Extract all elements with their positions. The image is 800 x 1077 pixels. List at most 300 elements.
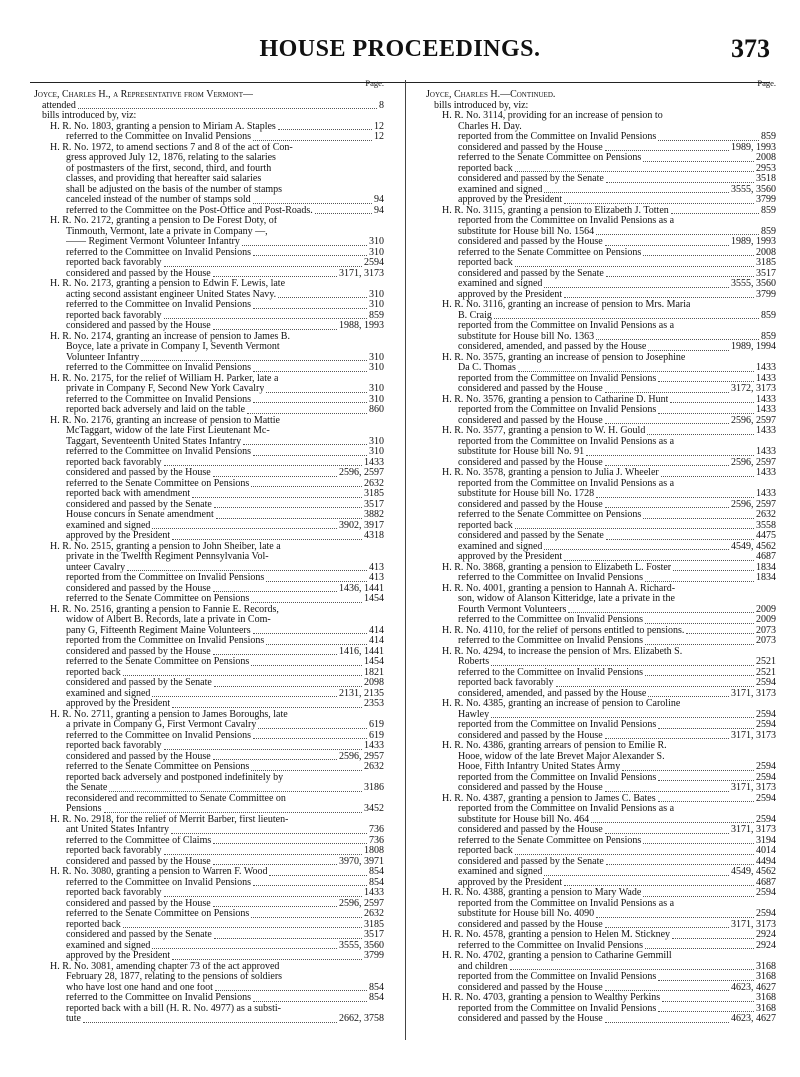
entry-text: approved by the President <box>66 699 171 709</box>
page-reference: 3168 <box>756 961 776 972</box>
entry-text: substitute for House bill No. 1564 <box>458 226 595 237</box>
page-reference: 2662, 3758 <box>339 1014 384 1024</box>
bill-entry <box>426 426 776 437</box>
page-reference: 854 <box>369 877 384 888</box>
page-reference: 2596, 2597 <box>731 457 776 468</box>
entry-text: H. R. No. 4386, granting arrears of pension to Emilie R. <box>442 741 667 751</box>
page-reference: 310 <box>369 363 384 373</box>
page-reference: 1988, 1993 <box>339 321 384 331</box>
entry-text: referred to the Senate Committee on Pensions <box>66 657 250 667</box>
bill-entry <box>426 626 776 637</box>
index-line <box>426 920 776 931</box>
leader-dots <box>670 402 754 403</box>
leader-dots <box>253 402 367 403</box>
leader-dots <box>645 948 754 949</box>
leader-dots <box>215 990 367 991</box>
entry-text: referred to the Committee on Invalid Pensions <box>458 615 643 625</box>
entry-text: H. R. No. 2515, granting a pension to John Sheiber, late a <box>50 541 281 552</box>
entry-text: examined and signed <box>66 940 151 951</box>
index-line <box>34 468 384 479</box>
page-reference: 310 <box>369 247 384 258</box>
entry-text: private in the Twelfth Regiment Pennsylvania Vol- <box>66 552 269 562</box>
leader-dots <box>648 350 729 351</box>
entry-text: Boyce, late a private in Company I, Seventh Vermont <box>66 342 280 352</box>
leader-dots <box>658 1011 754 1012</box>
index-line <box>34 363 384 374</box>
leader-dots <box>164 318 367 319</box>
index-line <box>34 405 384 416</box>
entry-text: H. R. No. 3577, granting a pension to W. H. Gould <box>442 426 646 436</box>
index-line <box>426 143 776 154</box>
leader-dots <box>605 927 729 928</box>
index-line <box>426 1004 776 1015</box>
entry-text: reported from the Committee on Invalid Pensions as a <box>458 321 675 331</box>
index-line <box>34 437 384 448</box>
index-line <box>34 153 384 164</box>
index-line <box>34 510 384 521</box>
index-line <box>426 437 776 448</box>
page-reference: 3799 <box>756 195 776 205</box>
leader-dots <box>658 801 754 802</box>
page-reference: 3168 <box>756 993 776 1003</box>
page-reference: 3518 <box>756 174 776 184</box>
page-reference: 3168 <box>756 1003 776 1014</box>
page-reference: 2924 <box>756 930 776 940</box>
page-reference: 3171, 3173 <box>731 919 776 930</box>
bill-entry <box>34 216 384 227</box>
leader-dots <box>214 938 362 939</box>
index-line <box>426 458 776 469</box>
leader-dots <box>591 822 754 823</box>
leader-dots <box>213 591 337 592</box>
index-line <box>34 731 384 742</box>
leader-dots <box>658 780 754 781</box>
page-reference: 3517 <box>364 930 384 940</box>
index-line <box>34 458 384 469</box>
index-line <box>426 878 776 889</box>
index-line <box>34 699 384 710</box>
index-line <box>426 783 776 794</box>
entry-text: H. R. No. 3080, granting a pension to Warren F. Wood <box>50 867 268 877</box>
index-line <box>426 573 776 584</box>
entry-text: reported from the Committee on Invalid Pensions <box>458 1003 657 1014</box>
entry-text: substitute for House bill No. 464 <box>458 814 590 825</box>
index-line <box>34 888 384 899</box>
entry-text: considered and passed by the Senate <box>458 856 604 867</box>
leader-dots <box>586 455 754 456</box>
index-line <box>426 720 776 731</box>
page-reference: 12 <box>374 121 384 132</box>
index-line <box>426 804 776 815</box>
index-line <box>34 353 384 364</box>
page-reference: 1989, 1993 <box>731 142 776 153</box>
entry-text: referred to the Committee of Claims <box>66 835 212 846</box>
page-reference: 310 <box>369 394 384 405</box>
leader-dots <box>278 297 367 298</box>
entry-text: —— Regiment Vermont Volunteer Infantry <box>66 237 240 247</box>
entry-text: reported from the Committee on Invalid Pensions as a <box>458 478 675 489</box>
index-line <box>426 174 776 185</box>
leader-dots <box>605 150 729 151</box>
entry-text: examined and signed <box>458 184 543 195</box>
page-reference: 619 <box>369 720 384 730</box>
leader-dots <box>164 465 362 466</box>
leader-dots <box>643 255 754 256</box>
entry-text: substitute for House bill No. 1363 <box>458 331 595 342</box>
page-reference: 1433 <box>364 888 384 898</box>
leader-dots <box>673 570 754 571</box>
leader-dots <box>606 864 754 865</box>
index-line <box>34 227 384 238</box>
index-line <box>34 1004 384 1015</box>
page-reference: 310 <box>369 300 384 310</box>
index-line <box>34 185 384 196</box>
index-line <box>426 731 776 742</box>
entry-text: reported back favorably <box>66 888 162 898</box>
bill-entry <box>34 542 384 553</box>
leader-dots <box>564 203 754 204</box>
index-line <box>426 594 776 605</box>
entry-text: H. R. No. 2172, granting a pension to De Forest Doty, of <box>50 216 278 226</box>
entry-text: considered and passed by the House <box>458 783 603 793</box>
entry-text: referred to the Senate Committee on Pensions <box>66 762 250 772</box>
leader-dots <box>251 665 362 666</box>
leader-dots <box>251 770 362 771</box>
entry-text: referred to the Committee on Invalid Pensions <box>458 940 643 951</box>
entry-text: reported back favorably <box>66 846 162 856</box>
entry-text: referred to the Senate Committee on Pensions <box>66 478 250 489</box>
page-reference: 1989, 1994 <box>731 342 776 352</box>
entry-text: referred to the Committee on Invalid Pensions <box>66 447 251 457</box>
page-reference: 2131, 2135 <box>339 688 384 699</box>
leader-dots <box>686 633 754 634</box>
entry-text: referred to the Senate Committee on Pensions <box>458 835 642 846</box>
entry-text: reported back <box>458 846 513 856</box>
index-line <box>426 668 776 679</box>
page-reference: 2594 <box>756 678 776 688</box>
leader-dots <box>544 549 729 550</box>
leader-dots <box>544 875 729 876</box>
index-line <box>426 269 776 280</box>
leader-dots <box>510 969 754 970</box>
page-reference: 4549, 4562 <box>731 867 776 877</box>
leader-dots <box>605 990 729 991</box>
leader-dots <box>544 287 729 288</box>
index-line <box>426 773 776 784</box>
index-line <box>426 825 776 836</box>
leader-dots <box>606 539 754 540</box>
leader-dots <box>596 339 759 340</box>
entry-text: considered and passed by the House <box>458 730 603 741</box>
leader-dots <box>213 476 337 477</box>
entry-text: gress approved July 12, 1876, relating to the salaries <box>66 153 276 163</box>
entry-text: considered and passed by the House <box>458 237 603 247</box>
leader-dots <box>658 381 754 382</box>
entry-text: considered and passed by the House <box>66 268 211 279</box>
index-line <box>34 300 384 311</box>
index-line <box>426 531 776 542</box>
page-reference: 2521 <box>756 667 776 678</box>
bill-entry <box>426 888 776 899</box>
entry-text: considered and passed by the Senate <box>66 678 212 688</box>
index-line <box>34 626 384 637</box>
index-line <box>426 153 776 164</box>
entry-text: H. R. No. 2711, granting a pension to James Boroughs, late <box>50 709 288 720</box>
index-line <box>34 636 384 647</box>
leader-dots <box>253 255 367 256</box>
page-reference: 3171, 3173 <box>339 268 384 279</box>
page-reference: 3555, 3560 <box>731 279 776 289</box>
entry-text: considered and passed by the House <box>66 468 211 478</box>
entry-text: Charles H. Day. <box>458 121 522 132</box>
leader-dots <box>172 539 362 540</box>
leader-dots <box>515 528 754 529</box>
leader-dots <box>491 665 754 666</box>
page-reference: 3452 <box>364 804 384 814</box>
entry-text: H. R. No. 4001, granting a pension to Hannah A. Richard- <box>442 583 676 594</box>
page-reference: 3172, 3173 <box>731 384 776 394</box>
index-line <box>34 773 384 784</box>
page-reference: 413 <box>369 562 384 573</box>
leader-dots <box>648 696 729 697</box>
bill-entry <box>34 710 384 721</box>
index-line <box>426 132 776 143</box>
entry-text: bills introduced by, viz: <box>434 100 529 111</box>
index-line <box>34 164 384 175</box>
entry-text: widow of Albert B. Records, late a private in Com- <box>66 615 271 625</box>
page-reference: 2594 <box>756 888 776 898</box>
index-line <box>426 479 776 490</box>
leader-dots <box>127 570 367 571</box>
leader-dots <box>109 791 362 792</box>
page-reference: 12 <box>374 132 384 142</box>
page-reference: 3171, 3173 <box>731 688 776 699</box>
page-reference: 854 <box>369 982 384 993</box>
index-line <box>34 951 384 962</box>
index-line <box>34 531 384 542</box>
index-line <box>426 542 776 553</box>
page-reference: 2521 <box>756 657 776 667</box>
page-reference: 2009 <box>756 604 776 615</box>
index-line <box>426 941 776 952</box>
entry-text: a private in Company G, First Vermont Cavalry <box>66 720 257 730</box>
page-reference: 859 <box>761 310 776 321</box>
entry-text: reported back with a bill (H. R. No. 4977) as a substi- <box>66 1003 281 1014</box>
leader-dots <box>251 917 362 918</box>
leader-dots <box>605 465 729 466</box>
index-line <box>34 132 384 143</box>
index-line <box>34 825 384 836</box>
page-reference: 2632 <box>364 478 384 489</box>
index-line <box>34 899 384 910</box>
entry-text: reported back <box>458 520 513 531</box>
leader-dots <box>605 423 729 424</box>
entry-text: considered and passed by the House <box>458 1014 603 1024</box>
index-line <box>426 962 776 973</box>
entry-text: the Senate <box>66 783 108 793</box>
index-line <box>34 846 384 857</box>
leader-dots <box>213 906 337 907</box>
index-line <box>426 416 776 427</box>
leader-dots <box>266 392 367 393</box>
entry-text: reported from the Committee on Invalid Pensions <box>458 405 657 415</box>
entry-text: examined and signed <box>458 279 543 289</box>
entry-text: reported back adversely and laid on the table <box>66 405 246 415</box>
index-line <box>34 206 384 217</box>
leader-dots <box>605 507 729 508</box>
index-line <box>34 342 384 353</box>
leader-dots <box>622 770 754 771</box>
index-line <box>426 489 776 500</box>
page-reference: 1433 <box>756 405 776 415</box>
leader-dots <box>605 392 729 393</box>
page-reference: 1433 <box>756 489 776 499</box>
entry-text: approved by the President <box>66 531 171 541</box>
bill-entry <box>426 794 776 805</box>
page-reference: 2009 <box>756 615 776 625</box>
index-line <box>34 269 384 280</box>
bill-entry <box>34 143 384 154</box>
leader-dots <box>658 413 754 414</box>
bill-entry <box>426 353 776 364</box>
entry-text: examined and signed <box>66 520 151 531</box>
entry-text: classes, and providing that hereafter said salaries <box>66 174 262 184</box>
leader-dots <box>83 1022 337 1023</box>
index-line <box>426 384 776 395</box>
index-line <box>34 720 384 731</box>
index-line <box>426 332 776 343</box>
index-line <box>34 983 384 994</box>
leader-dots <box>491 717 754 718</box>
entry-text: H. R. No. 3578, granting a pension to Julia J. Wheeler <box>442 468 659 478</box>
leader-dots <box>123 675 362 676</box>
entry-text: substitute for House bill No. 4090 <box>458 909 595 919</box>
index-line <box>34 909 384 920</box>
leader-dots <box>643 896 754 897</box>
entry-text: considered, amended, and passed by the House <box>458 342 647 352</box>
page-reference: 3555, 3560 <box>339 940 384 951</box>
index-line <box>34 993 384 1004</box>
page-reference: 2073 <box>756 625 776 636</box>
page-reference: 413 <box>369 573 384 583</box>
entry-text: who have lost one hand and one foot <box>66 982 213 993</box>
leader-dots <box>214 507 362 508</box>
entry-text: B. Craig <box>458 310 492 321</box>
leader-dots <box>213 759 337 760</box>
page-reference: 3185 <box>364 489 384 499</box>
entry-text: H. R. No. 1803, granting a pension to Miriam A. Staples <box>50 121 276 132</box>
leader-dots <box>253 371 367 372</box>
left-column <box>34 78 384 1068</box>
page-reference: 3799 <box>364 951 384 961</box>
entry-text: substitute for House bill No. 91 <box>458 447 585 457</box>
leader-dots <box>643 843 754 844</box>
entry-text: unteer Cavalry <box>66 562 126 573</box>
index-line <box>34 668 384 679</box>
index-line <box>426 710 776 721</box>
leader-dots <box>247 413 367 414</box>
entry-text: and children <box>458 961 508 972</box>
leader-dots <box>243 444 367 445</box>
page-reference: 4623, 4627 <box>731 1014 776 1024</box>
leader-dots <box>213 843 367 844</box>
leader-dots <box>171 833 367 834</box>
page-reference: 860 <box>369 405 384 415</box>
entry-text: considered and passed by the House <box>66 646 211 657</box>
leader-dots <box>213 276 337 277</box>
entry-text: H. R. No. 3115, granting a pension to Elizabeth J. Totten <box>442 205 669 216</box>
leader-dots <box>518 371 754 372</box>
page-reference: 414 <box>369 636 384 646</box>
entry-text: Hooe, Fifth Infantry United States Army <box>458 762 621 772</box>
page-reference: 414 <box>369 625 384 636</box>
index-line <box>34 237 384 248</box>
leader-dots <box>253 738 367 739</box>
leader-dots <box>278 129 372 130</box>
page-reference: 3185 <box>364 919 384 930</box>
bill-entry <box>426 395 776 406</box>
leader-dots <box>596 234 759 235</box>
entry-text: considered and passed by the Senate <box>458 268 604 279</box>
index-line <box>426 500 776 511</box>
entry-text: referred to the Committee on Invalid Pensions <box>458 573 643 583</box>
leader-dots <box>605 1022 729 1023</box>
bill-entry <box>34 815 384 826</box>
bill-entry <box>426 111 776 122</box>
entry-text: considered and passed by the House <box>66 583 211 594</box>
entry-text: reported from the Committee on Invalid Pensions as a <box>458 898 675 909</box>
index-line <box>34 930 384 941</box>
page-reference: 1808 <box>364 846 384 856</box>
page-reference: 3882 <box>364 510 384 520</box>
entry-text: referred to the Committee on the Post-Office and Post-Roads. <box>66 205 313 216</box>
entry-text: House concurs in Senate amendment <box>66 510 214 520</box>
entry-text: referred to the Senate Committee on Pensions <box>66 909 250 919</box>
leader-dots <box>564 560 754 561</box>
entry-text: H. R. No. 4294, to increase the pension of Mrs. Elizabeth S. <box>442 646 683 657</box>
page-header <box>0 20 800 68</box>
leader-dots <box>164 854 362 855</box>
column-divider <box>405 80 406 1040</box>
entry-text: reported back <box>66 919 121 930</box>
bill-entry <box>34 374 384 385</box>
leader-dots <box>645 675 754 676</box>
leader-dots <box>568 612 754 613</box>
page-reference: 2953 <box>756 163 776 174</box>
index-line <box>426 311 776 322</box>
entry-text: reported from the Committee on Invalid Pensions as a <box>458 436 675 447</box>
entry-text: reported from the Committee on Invalid Pensions <box>458 972 657 982</box>
page-reference: 4623, 4627 <box>731 982 776 993</box>
page-reference: 1433 <box>756 373 776 384</box>
index-line <box>426 615 776 626</box>
index-line <box>34 500 384 511</box>
leader-dots <box>658 980 754 981</box>
page-reference: 3517 <box>364 499 384 510</box>
page-reference: 4494 <box>756 856 776 867</box>
bill-entry <box>34 279 384 290</box>
bill-entry <box>34 122 384 133</box>
bill-entry <box>34 605 384 616</box>
page-reference: 1821 <box>364 667 384 678</box>
entry-text: considered and passed by the House <box>458 982 603 993</box>
leader-dots <box>152 696 337 697</box>
index-line <box>34 384 384 395</box>
entry-text: H. R. No. 3576, granting a pension to Catharine D. Hunt <box>442 394 669 405</box>
index-line <box>34 594 384 605</box>
entry-text: considered and passed by the House <box>458 142 603 153</box>
leader-dots <box>258 728 367 729</box>
